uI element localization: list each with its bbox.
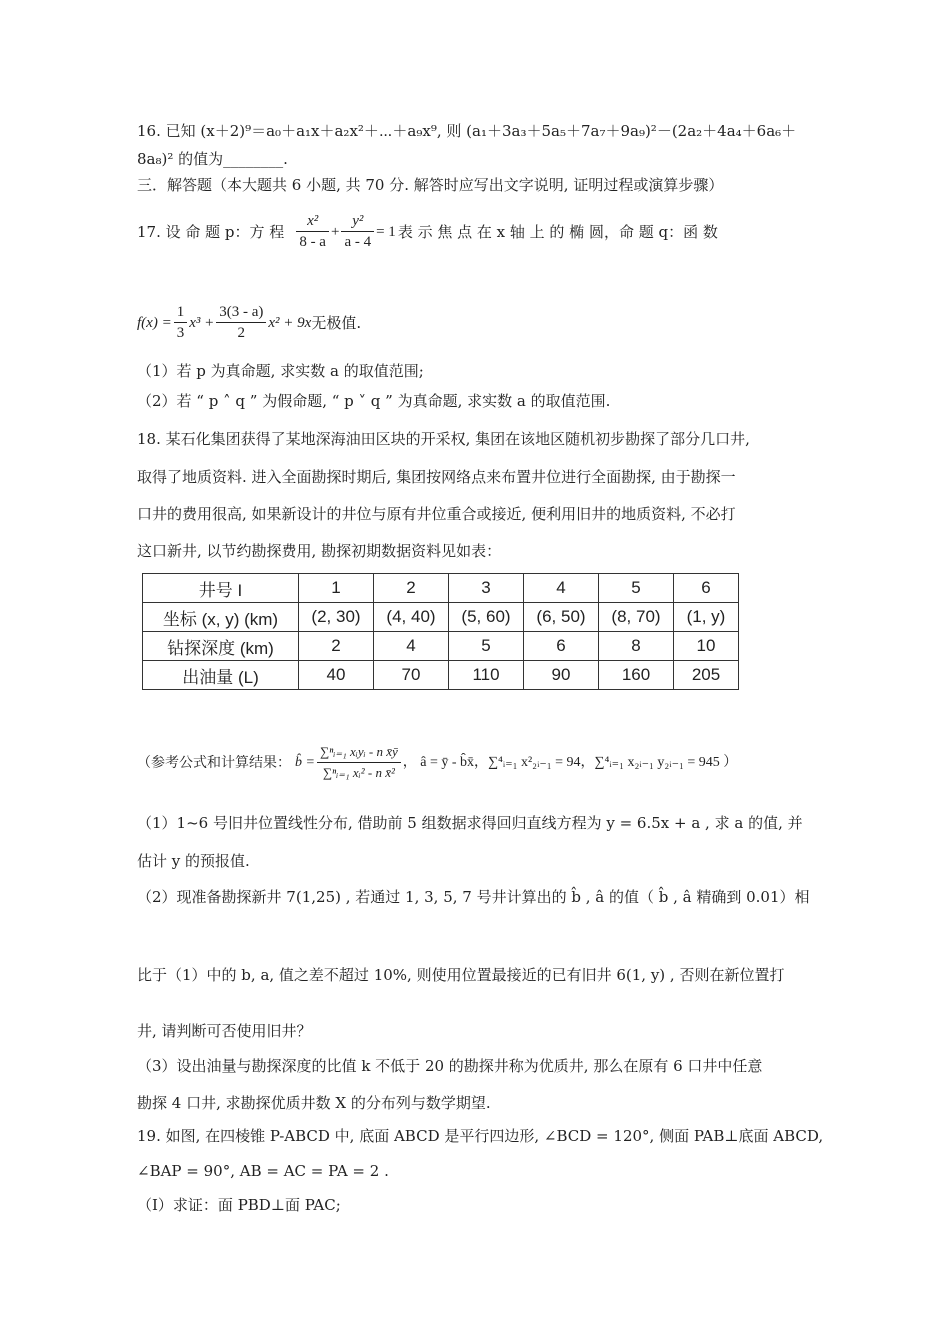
q17-fraction-x: $\frac{\text{x²}}{8 - a}$ — [296, 211, 329, 252]
q17-intro-a: 17. 设 命 题 p：方 程 — [137, 222, 285, 241]
q18-part1a: （1）1~6 号旧井位置线性分布, 借助前 5 组数据求得回归直线方程为 y = 6.5x + a , 求 a 的值, 并 — [137, 814, 803, 832]
table-row: 出油量 (L) 40 70 110 90 160 205 — [143, 661, 739, 690]
q17-fraction-y: $\frac{\text{y²}}{a - 4}$ — [341, 211, 374, 252]
table-row: 井号 I 1 2 3 4 5 6 — [143, 574, 739, 603]
q18-part2b: 比于（1）中的 b, a, 值之差不超过 10%, 则使用位置最接近的已有旧井 6(1, y) , 否则在新位置打 — [137, 966, 785, 984]
q18-part3a: （3）设出油量与勘探深度的比值 k 不低于 20 的勘探井称为优质井, 那么在原有 6 口井中任意 — [137, 1057, 763, 1075]
q18-part3b: 勘探 4 口井, 求勘探优质井数 X 的分布列与数学期望. — [137, 1094, 491, 1112]
q19-line2: ∠BAP = 90°, AB = AC = PA = 2 . — [137, 1162, 389, 1180]
q18-p1: 18. 某石化集团获得了某地深海油田区块的开采权, 集团在该地区随机初步勘探了部分几口井, — [137, 430, 750, 448]
q18-reference-formulas: （参考公式和计算结果： b̂ = $\frac{\text{∑ⁿᵢ₌₁ xᵢyᵢ - n x̄ȳ}}{\text{∑ⁿᵢ₌₁ xᵢ² - n x̄²}}$ ， â = ȳ - b̂x̄， ∑⁴ᵢ₌₁ x²₂ᵢ₋₁ = 94， ∑⁴ᵢ₌₁ x₂ᵢ₋₁ y₂ᵢ₋₁ = 945 ） — [137, 742, 737, 783]
q19-part1: （Ⅰ）求证：面 PBD⊥面 PAC; — [137, 1196, 341, 1214]
q16-line1: 16. 已知 (x＋2)⁹＝a₀＋a₁x＋a₂x²＋⋯＋a₉x⁹, 则 (a₁＋3a₃＋5a₅＋7a₇＋9a₉)²－(2a₂＋4a₄＋6a₆＋ — [137, 122, 797, 140]
section-3-heading: 三．解答题（本大题共 6 小题, 共 70 分. 解答时应写出文字说明, 证明过程或演算步骤） — [137, 176, 724, 194]
q17-statement: 17. 设 命 题 p：方 程 $\frac{\text{x²}}{8 - a}$ + $\frac{\text{y²}}{a - 4}$ = 1 表 示 焦 点 在 x 轴 上 的 椭 圆，命 题 q：函 数 — [137, 213, 718, 250]
q18-part2a: （2）现准备勘探新井 7(1,25) , 若通过 1, 3, 5, 7 号井计算出的 b̂ , â 的值（ b̂ , â 精确到 0.01）相 — [137, 888, 810, 906]
q18-part1b: 估计 y 的预报值. — [137, 852, 250, 870]
table-row: 钻探深度 (km) 2 4 5 6 8 10 — [143, 632, 739, 661]
q18-part2c: 井, 请判断可否使用旧井？ — [137, 1022, 312, 1040]
q17-part1: （1）若 p 为真命题, 求实数 a 的取值范围; — [137, 362, 424, 380]
q17-function: f(x) = $\frac{1}{3}$ x³ + $\frac{3(3 - a)}{2}$ x² + 9x 无极值. — [137, 304, 362, 341]
table-row: 坐标 (x, y) (km) (2, 30) (4, 40) (5, 60) (6, 50) (8, 70) (1, y) — [143, 603, 739, 632]
well-data-table — [142, 573, 739, 690]
regression-slope-fraction: $\frac{\text{∑ⁿᵢ₌₁ xᵢyᵢ - n x̄ȳ}}{\text{∑ⁿᵢ₌₁ xᵢ² - n x̄²}}$ — [317, 742, 401, 783]
q17-intro-b: 表 示 焦 点 在 x 轴 上 的 椭 圆，命 题 q：函 数 — [397, 222, 718, 241]
q17-fraction-coefficient: $\frac{3(3 - a)}{2}$ — [216, 302, 266, 343]
q18-p4: 这口新井, 以节约勘探费用, 勘探初期数据资料见如表： — [137, 542, 502, 560]
q18-p3: 口井的费用很高, 如果新设计的井位与原有井位重合或接近, 便利用旧井的地质资料, 不必打 — [137, 505, 736, 523]
q19-line1: 19. 如图, 在四棱锥 P-ABCD 中, 底面 ABCD 是平行四边形, ∠BCD = 120°, 侧面 PAB⊥底面 ABCD, — [137, 1127, 824, 1145]
q16-line2: 8a₈)² 的值为________. — [137, 150, 288, 168]
q17-part2: （2）若 “ p ˄ q ” 为假命题, “ p ˅ q ” 为真命题, 求实数 a 的取值范围. — [137, 392, 611, 410]
q17-fraction-one-third: $\frac{1}{3}$ — [174, 302, 188, 343]
q18-p2: 取得了地质资料. 进入全面勘探时期后, 集团按网络点来布置井位进行全面勘探, 由于勘探一 — [137, 468, 736, 486]
